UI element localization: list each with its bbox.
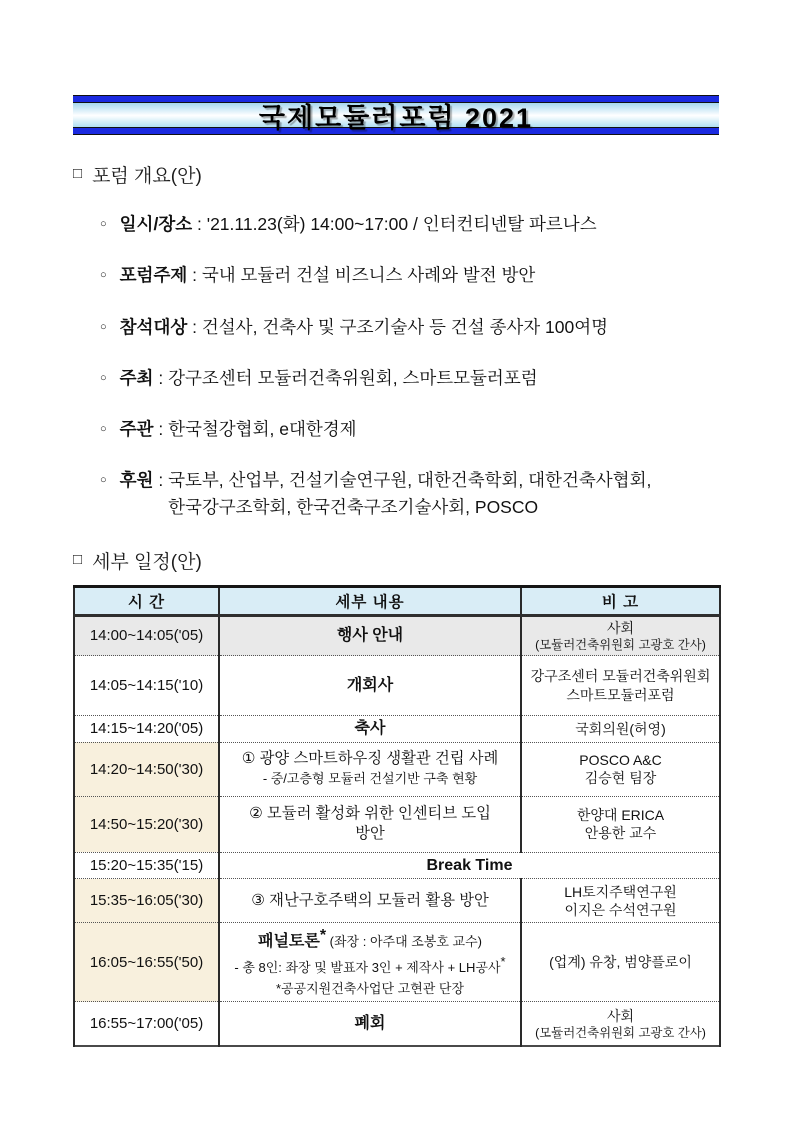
circle-bullet-icon: ○	[100, 320, 107, 333]
content-text: ① 광양 스마트하우징 생활관 건립 사례	[241, 749, 499, 767]
schedule-table	[73, 585, 721, 1047]
remark-line: 사회	[606, 619, 635, 636]
content-text: 방안	[355, 825, 385, 843]
content-line	[223, 925, 517, 953]
content-cell	[219, 656, 521, 716]
content-text: (좌장 : 아주대 조봉호 교수)	[326, 934, 482, 950]
overview-item-value	[202, 262, 535, 288]
remark-cell	[521, 656, 720, 716]
schedule-heading-label: 세부 일정(안)	[92, 551, 202, 573]
page-title: 국제모듈러포럼 2021	[258, 102, 534, 133]
time-cell: 14:15~14:20('05)	[74, 716, 219, 743]
circle-bullet-icon: ○	[100, 371, 107, 384]
remark-cell	[521, 923, 720, 1002]
overview-heading-label: 포럼 개요(안)	[92, 166, 202, 187]
overview-item	[100, 314, 719, 340]
content-text: 축사	[354, 720, 386, 738]
overview-item-label: 참석대상	[119, 316, 188, 337]
remark-line: 사회	[606, 1007, 635, 1024]
overview-item-value-line: '21.11.23(화) 14:00~17:00 / 인터컨티넨탈 파르나스	[206, 214, 597, 234]
content-text: Break Time	[426, 856, 513, 874]
remark-line: LH토지주택연구원	[564, 883, 677, 900]
overview-item-label: 포럼주제	[119, 265, 188, 286]
content-line	[223, 804, 517, 825]
overview-item-label: 후원	[119, 470, 154, 491]
overview-item-separator: :	[153, 367, 169, 388]
overview-item	[100, 211, 719, 237]
remark-line: (업계) 유창, 범양플로이	[549, 954, 692, 971]
overview-item-text	[120, 262, 536, 288]
overview-item-label: 주관	[119, 419, 154, 439]
remark-line: POSCO A&C	[579, 752, 662, 769]
content-line	[223, 855, 716, 877]
content-text: ③ 재난구호주택의 모듈러 활용 방안	[251, 891, 489, 909]
content-cell	[219, 716, 521, 743]
remark-line: (모듈러건축위원회 고광호 간사)	[535, 1025, 706, 1040]
time-cell: 16:55~17:00('05)	[74, 1002, 219, 1046]
content-text: 폐회	[354, 1014, 386, 1032]
content-line	[223, 718, 517, 740]
content-cell	[219, 796, 521, 852]
content-line	[223, 749, 517, 770]
content-text: 패널토론	[258, 933, 320, 951]
circle-bullet-icon: ○	[100, 269, 107, 282]
table-header	[74, 586, 720, 615]
title-banner	[73, 96, 719, 134]
column-header: 세부 내용	[219, 586, 521, 615]
table-body	[74, 615, 720, 1046]
column-header: 시 간	[74, 586, 219, 615]
overview-item-label: 주최	[119, 367, 154, 388]
overview-heading	[73, 161, 719, 188]
overview-item-value	[202, 314, 608, 340]
remark-cell	[521, 615, 720, 655]
overview-item-text	[120, 314, 608, 340]
content-text: *	[500, 954, 506, 970]
overview-list	[73, 211, 719, 520]
table-row	[74, 656, 720, 716]
circle-bullet-icon: ○	[100, 423, 107, 435]
overview-item-text	[120, 416, 357, 442]
overview-item-text	[120, 467, 652, 520]
overview-item-separator: :	[153, 419, 169, 439]
overview-item-separator: :	[192, 214, 207, 234]
content-line	[223, 1013, 517, 1035]
overview-item	[100, 365, 719, 391]
content-text: 개회사	[346, 676, 394, 694]
overview-item-value	[168, 365, 538, 391]
content-cell	[219, 923, 521, 1002]
overview-item-value-line: 건설사, 건축사 및 구조기술사 등 건설 종사자 100여명	[201, 316, 609, 337]
remark-line: 김승현 팀장	[584, 770, 657, 787]
overview-item-text	[120, 365, 538, 391]
remark-line: 스마트모듈러포럼	[566, 686, 675, 703]
table-row	[74, 716, 720, 743]
time-cell: 14:05~14:15('10)	[74, 656, 219, 716]
table-row	[74, 879, 720, 923]
overview-item-separator: :	[187, 316, 202, 337]
table-row	[74, 615, 720, 655]
remark-line: 국회의원(허영)	[575, 720, 666, 737]
remark-line: 강구조센터 모듈러건축위원회	[530, 668, 711, 685]
overview-item-text	[120, 211, 597, 237]
content-cell	[219, 742, 521, 796]
content-cell	[219, 879, 521, 923]
remark-line: (모듈러건축위원회 고광호 간사)	[535, 637, 706, 652]
table-row	[74, 923, 720, 1002]
overview-item-value-line: 국내 모듈러 건설 비즈니스 사례와 발전 방안	[201, 265, 536, 286]
remark-line: 한양대 ERICA	[576, 807, 665, 824]
content-line	[223, 979, 517, 1000]
overview-item-label: 일시/장소	[119, 214, 193, 234]
table-row	[74, 852, 720, 879]
overview-item-value-line: 강구조센터 모듈러건축위원회, 스마트모듈러포럼	[168, 367, 538, 388]
content-line	[223, 769, 517, 790]
table-header-row	[74, 586, 720, 615]
overview-item	[100, 416, 719, 442]
content-cell	[219, 1002, 521, 1046]
time-cell: 16:05~16:55('50)	[74, 923, 219, 1002]
table-row	[74, 742, 720, 796]
document-content	[73, 96, 719, 1047]
time-cell: 14:00~14:05('05)	[74, 615, 219, 655]
overview-item	[100, 467, 719, 520]
overview-item-value	[207, 211, 597, 237]
square-bullet-icon: □	[73, 165, 83, 182]
time-cell: 14:20~14:50('30)	[74, 742, 219, 796]
content-cell	[219, 852, 720, 879]
remark-line: 안용한 교수	[584, 825, 657, 842]
content-line	[223, 891, 517, 912]
content-line	[223, 625, 517, 647]
overview-item-value	[168, 416, 357, 442]
circle-bullet-icon: ○	[100, 218, 107, 230]
remark-cell	[521, 742, 720, 796]
circle-bullet-icon: ○	[100, 474, 107, 487]
overview-item-separator: :	[153, 470, 169, 491]
content-cell	[219, 615, 521, 655]
overview-item-value-line: 한국강구조학회, 한국건축구조기술사회, POSCO	[168, 496, 539, 517]
column-header: 비 고	[521, 586, 720, 615]
content-line	[223, 824, 517, 845]
remark-cell	[521, 796, 720, 852]
schedule-heading	[73, 547, 719, 574]
overview-item-value	[168, 467, 651, 520]
time-cell: 14:50~15:20('30)	[74, 796, 219, 852]
overview-item-value-line: 한국철강협회, e대한경제	[168, 419, 357, 439]
overview-item	[100, 262, 719, 288]
time-cell: 15:35~16:05('30)	[74, 879, 219, 923]
content-text: *공공지원건축사업단 고현관 단장	[275, 980, 465, 996]
remark-cell	[521, 879, 720, 923]
time-cell: 15:20~15:35('15)	[74, 852, 219, 879]
remark-line: 이지은 수석연구원	[564, 901, 677, 918]
overview-item-value-line: 국토부, 산업부, 건설기술연구원, 대한건축학회, 대한건축사협회,	[168, 470, 652, 491]
square-bullet-icon: □	[73, 550, 83, 568]
content-text: 행사 안내	[336, 627, 404, 645]
content-text: *	[319, 927, 327, 945]
remark-cell	[521, 716, 720, 743]
table-row	[74, 796, 720, 852]
content-text: - 중/고층형 모듈러 건설기반 구축 현황	[262, 771, 478, 787]
content-line	[223, 675, 517, 697]
overview-item-separator: :	[187, 265, 202, 286]
content-text: - 총 8인: 좌장 및 발표자 3인 + 제작사 + LH공사	[234, 960, 501, 976]
table-row	[74, 1002, 720, 1046]
content-text: ② 모듈러 활성화 위한 인센티브 도입	[249, 804, 491, 822]
remark-cell	[521, 1002, 720, 1046]
content-line	[223, 953, 517, 979]
